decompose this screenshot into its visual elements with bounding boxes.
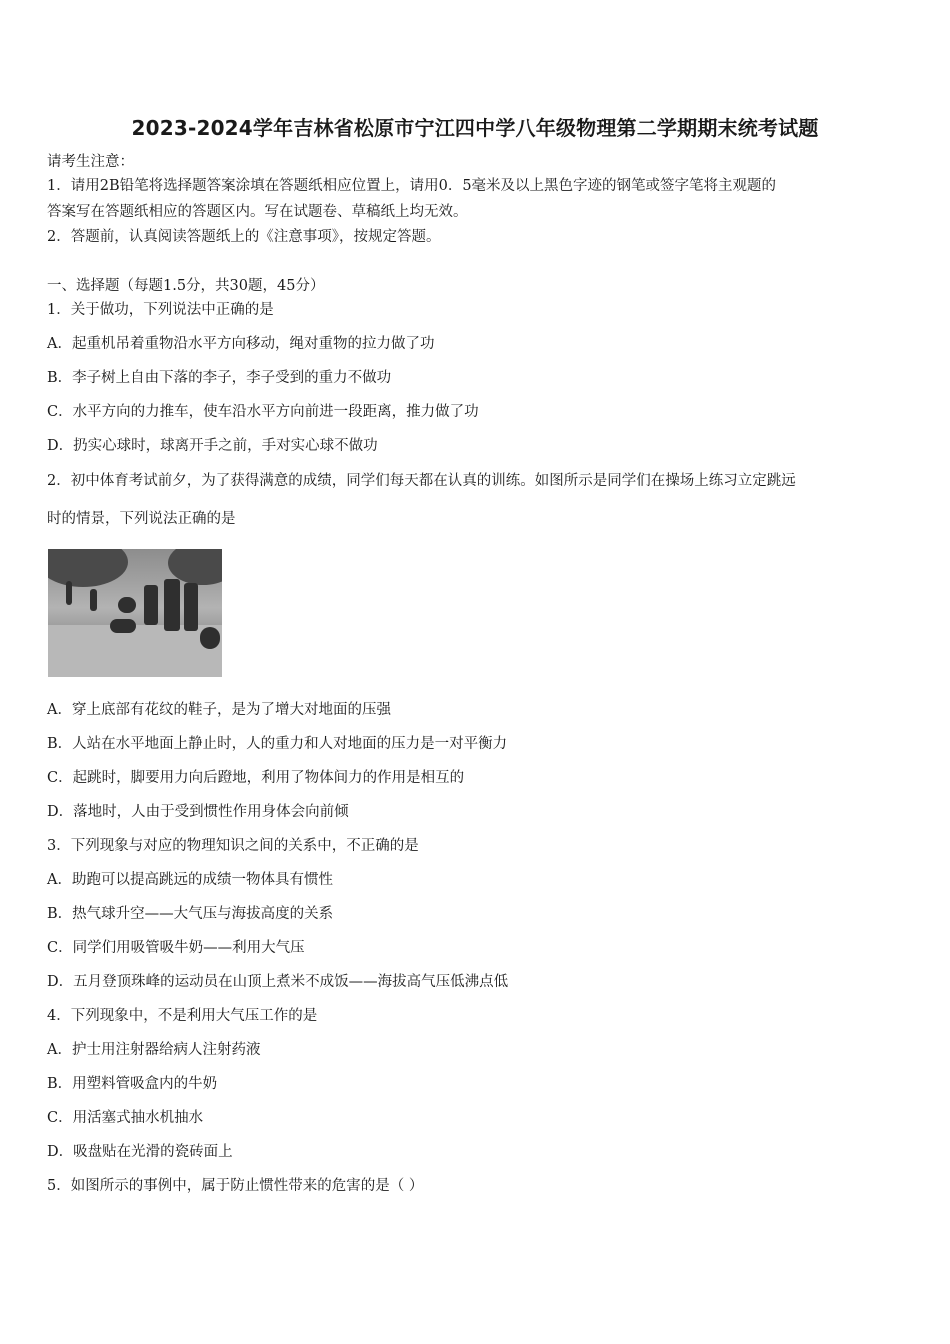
- notice-item-2: 2．答题前，认真阅读答题纸上的《注意事项》，按规定答题。: [47, 229, 441, 245]
- notice-item-1-line-2: 答案写在答题纸相应的答题区内。写在试题卷、草稿纸上均无效。: [47, 204, 468, 220]
- question-3-option-c: C．同学们用吸管吸牛奶——利用大气压: [47, 940, 305, 956]
- question-2-option-b: B．人站在水平地面上静止时，人的重力和人对地面的压力是一对平衡力: [47, 736, 508, 752]
- question-2-option-a: A．穿上底部有花纹的鞋子，是为了增大对地面的压强: [47, 702, 391, 718]
- question-4-stem: 4．下列现象中，不是利用大气压工作的是: [47, 1008, 318, 1024]
- question-2-option-d: D．落地时，人由于受到惯性作用身体会向前倾: [47, 804, 349, 820]
- question-2-option-c: C．起跳时，脚要用力向后蹬地，利用了物体间力的作用是相互的: [47, 770, 465, 786]
- question-1-option-c: C．水平方向的力推车，使车沿水平方向前进一段距离，推力做了功: [47, 404, 479, 420]
- question-4-option-b: B．用塑料管吸盒内的牛奶: [47, 1076, 218, 1092]
- notice-item-1-line-1: 1．请用2B铅笔将选择题答案涂填在答题纸相应位置上，请用0．5毫米及以上黑色字迹的钢笔或签字笔将主观题的: [47, 178, 777, 194]
- question-4-option-a: A．护士用注射器给病人注射药液: [47, 1042, 261, 1058]
- section-heading: 一、选择题（每题1.5分，共30题，45分）: [47, 278, 325, 294]
- question-1-option-a: A．起重机吊着重物沿水平方向移动，绳对重物的拉力做了功: [47, 336, 435, 352]
- question-4-option-d: D．吸盘贴在光滑的瓷砖面上: [47, 1144, 233, 1160]
- question-2-stem-line-1: 2．初中体育考试前夕，为了获得满意的成绩，同学们每天都在认真的训练。如图所示是同学们在操场上练习立定跳远: [47, 473, 796, 489]
- question-3-option-a: A．助跑可以提高跳远的成绩一物体具有惯性: [47, 872, 333, 888]
- long-jump-photo: [48, 549, 222, 677]
- question-1-option-b: B．李子树上自由下落的李子，李子受到的重力不做功: [47, 370, 392, 386]
- question-1-option-d: D．扔实心球时，球离开手之前，手对实心球不做功: [47, 438, 378, 454]
- question-5-stem: 5．如图所示的事例中，属于防止惯性带来的危害的是（ ）: [47, 1178, 424, 1194]
- question-3-stem: 3．下列现象与对应的物理知识之间的关系中，不正确的是: [47, 838, 419, 854]
- notice-header: 请考生注意：: [47, 154, 134, 170]
- question-3-option-d: D．五月登顶珠峰的运动员在山顶上煮米不成饭——海拔高气压低沸点低: [47, 974, 509, 990]
- question-4-option-c: C．用活塞式抽水机抽水: [47, 1110, 204, 1126]
- question-2-stem-line-2: 时的情景，下列说法正确的是: [47, 511, 236, 527]
- question-1-stem: 1．关于做功，下列说法中正确的是: [47, 302, 274, 318]
- page-title: 2023-2024学年吉林省松原市宁江四中学八年级物理第二学期期末统考试题: [131, 116, 819, 140]
- question-3-option-b: B．热气球升空——大气压与海拔高度的关系: [47, 906, 334, 922]
